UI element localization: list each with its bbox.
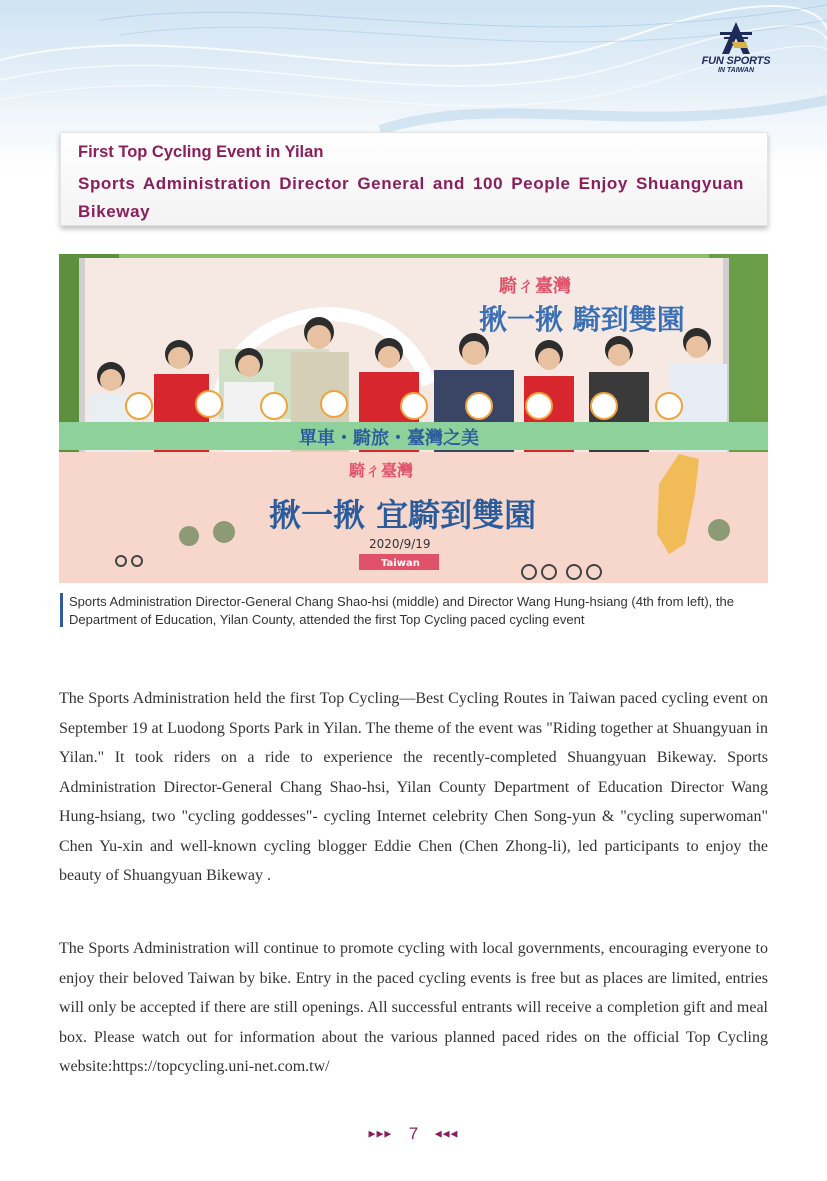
event-photo [59, 254, 768, 583]
article-headline: Sports Administration Director General and 100 People Enjoy Shuangyuan Bikeway [78, 174, 744, 221]
article-title-box [60, 132, 768, 226]
caption-accent-bar [60, 593, 63, 627]
stage-tag-text: Taiwan [381, 558, 420, 569]
photo-caption: Sports Administration Director-General Chang Shao-hsi (middle) and Director Wang Hung-hsiang (4th from left), the Department of Education, Yilan County, attended the first Top Cycling paced cycling event [69, 594, 734, 627]
stage-logo-text: 騎ㄔ臺灣 [349, 461, 414, 480]
prev-arrows-icon: ▶▶▶ [368, 1128, 393, 1139]
table-banner-text: 單車・騎旅・臺灣之美 [299, 428, 479, 449]
stage-date-text: 2020/9/19 [369, 537, 431, 551]
logo-text: FUN SPORTS [701, 55, 771, 67]
logo-subtext: IN TAIWAN [717, 67, 755, 74]
logo-mark-icon [716, 20, 756, 56]
body-paragraph-1: The Sports Administration held the first Top Cycling—Best Cycling Routes in Taiwan paced cycling event on September 19 at Luodong Sports Park in Yilan. The theme of the event was "Riding together at Shuangyuan in Yilan." It took riders on a ride to experience the recently-completed Shuangyuan Bikeway. Sports Administration Director-General Chang Shao-hsi, Yilan County Department of Education Director Wang Hung-hsiang, two "cycling goddesses"- cycling Internet celebrity Chen Song-yun & "cycling superwoman" Chen Yu-xin and well-known cycling blogger Eddie Chen (Chen Zhong-li), led participants to enjoy the beauty of Shuangyuan Bikeway . [59, 690, 768, 884]
banner-top-slogan: 揪一揪 騎到雙園 [479, 303, 685, 336]
fun-sports-logo [700, 20, 772, 86]
banner-top-logo: 騎ㄔ臺灣 [499, 276, 571, 297]
body-paragraph-2: The Sports Administration will continue to promote cycling with local governments, encouraging everyone to enjoy their beloved Taiwan by bike. Entry in the paced cycling events is free but as places are limited, entries will only be accepted if there are still openings. All successful entrants will receive a completion gift and meal box. Please watch out for information about the various planned paced rides on the official Top Cycling website:https://topcycling.uni-net.com.tw/ [59, 940, 768, 1075]
next-arrows-icon: ◀◀◀ [434, 1128, 459, 1139]
stage-slogan-text: 揪一揪 宜騎到雙園 [269, 496, 537, 534]
page-footer [0, 1124, 827, 1144]
page-number: 7 [408, 1124, 419, 1143]
article-kicker: First Top Cycling Event in Yilan [78, 143, 324, 161]
